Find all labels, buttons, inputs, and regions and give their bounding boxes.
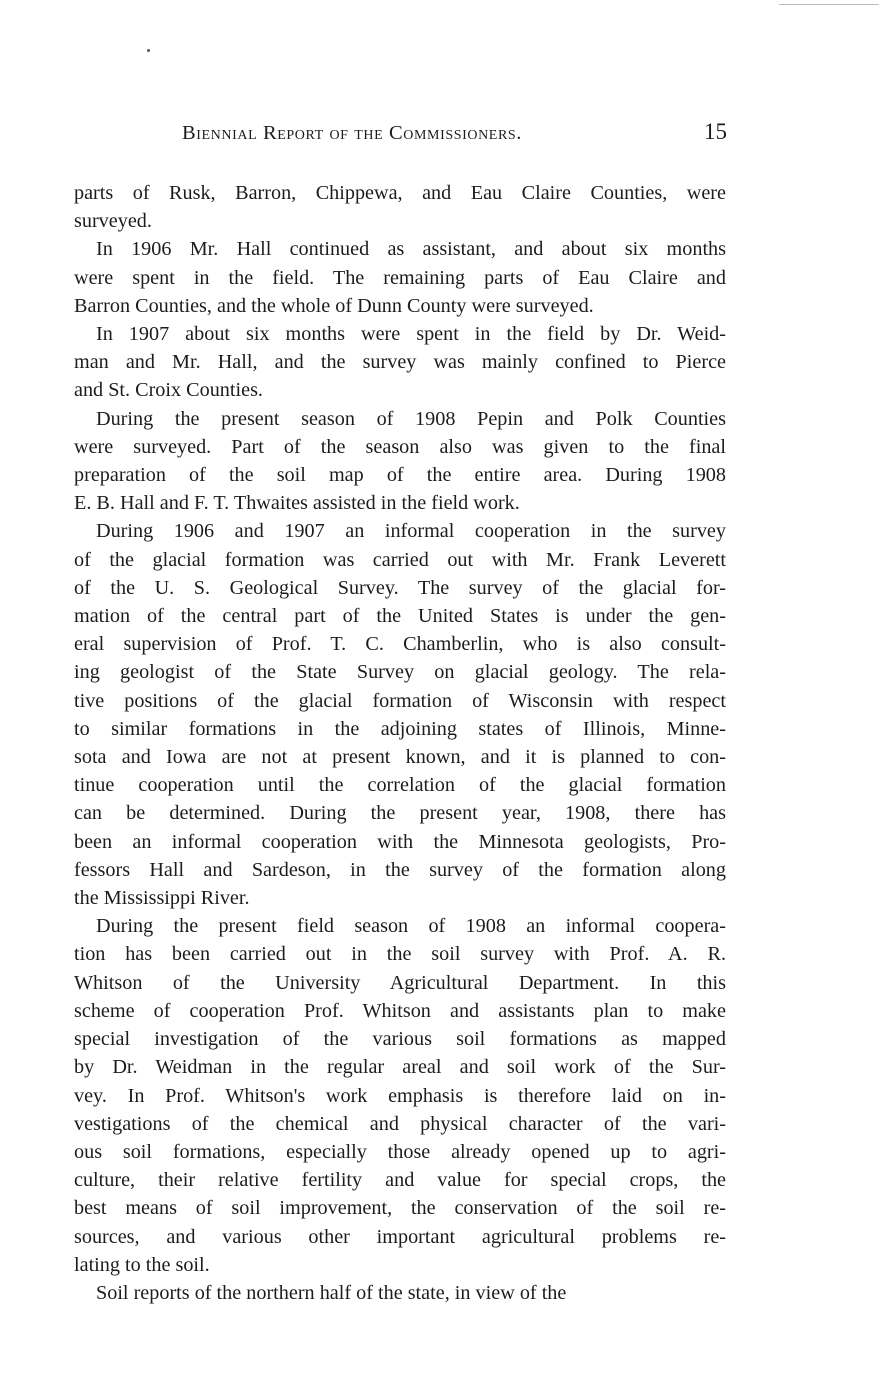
running-head: Biennial Report of the Commissioners. — [182, 122, 523, 144]
paragraph — [74, 179, 726, 235]
print-speck — [147, 49, 150, 52]
paragraph — [74, 517, 726, 912]
text-line: fessors Hall and Sardeson, in the survey of the formation along — [74, 858, 726, 881]
text-line: Whitson of the University Agricultural Department. In this — [74, 971, 726, 994]
text-line: can be determined. During the present year, 1908, there has — [74, 802, 726, 825]
text-line: been an informal cooperation with the Minnesota geologists, Pro- — [74, 830, 726, 853]
text-line: special investigation of the various soil formations as mapped — [74, 1028, 726, 1051]
text-line: tinue cooperation until the correlation of the glacial formation — [74, 774, 726, 797]
paragraph — [74, 1279, 726, 1307]
text-line: ous soil formations, especially those already opened up to agri- — [74, 1140, 726, 1163]
text-line: tive positions of the glacial formation of Wisconsin with respect — [74, 689, 726, 712]
page-edge-rule — [779, 4, 879, 5]
text-line: In 1907 about six months were spent in the field by Dr. Weid- — [96, 323, 726, 346]
text-line: were surveyed. Part of the season also was given to the final — [74, 435, 726, 458]
text-line: of the U. S. Geological Survey. The survey of the glacial for- — [74, 576, 726, 599]
text-line: parts of Rusk, Barron, Chippewa, and Eau Claire Counties, were — [74, 182, 726, 204]
text-line: to similar formations in the adjoining states of Illinois, Minne- — [74, 717, 726, 740]
text-line: by Dr. Weidman in the regular areal and soil work of the Sur- — [74, 1056, 726, 1079]
text-line: the Mississippi River. — [74, 887, 250, 910]
text-line: and St. Croix Counties. — [74, 379, 263, 402]
text-line: best means of soil improvement, the conservation of the soil re- — [74, 1197, 726, 1220]
text-line: mation of the central part of the United States is under the gen- — [74, 605, 726, 628]
text-line: sota and Iowa are not at present known, and it is planned to con- — [74, 746, 726, 769]
text-line: E. B. Hall and F. T. Thwaites assisted in the field work. — [74, 492, 520, 515]
text-line: sources, and various other important agricultural problems re- — [74, 1225, 726, 1248]
text-line: In 1906 Mr. Hall continued as assistant, and about six months — [96, 238, 726, 261]
text-line: were spent in the field. The remaining parts of Eau Claire and — [74, 266, 726, 289]
text-line: of the glacial formation was carried out with Mr. Frank Leverett — [74, 548, 726, 571]
text-line: surveyed. — [74, 210, 152, 233]
text-line: vestigations of the chemical and physical character of the vari- — [74, 1112, 726, 1135]
text-line: During 1906 and 1907 an informal cooperation in the survey — [96, 520, 726, 543]
text-line: man and Mr. Hall, and the survey was mainly confined to Pierce — [74, 351, 726, 374]
text-line: During the present field season of 1908 an informal coopera- — [96, 915, 726, 938]
body-text — [74, 179, 726, 1307]
text-line: Soil reports of the northern half of the state, in view of the — [96, 1281, 567, 1304]
text-line: During the present season of 1908 Pepin and Polk Counties — [96, 407, 726, 430]
text-line: vey. In Prof. Whitson's work emphasis is therefore laid on in- — [74, 1084, 726, 1107]
text-line: ing geologist of the State Survey on glacial geology. The rela- — [74, 661, 726, 684]
text-line: preparation of the soil map of the entire area. During 1908 — [74, 464, 726, 487]
text-line: culture, their relative fertility and value for special crops, the — [74, 1169, 726, 1192]
page-header — [182, 119, 727, 152]
page-number: 15 — [704, 119, 727, 144]
text-line: Barron Counties, and the whole of Dunn County were surveyed. — [74, 294, 594, 317]
text-line: tion has been carried out in the soil survey with Prof. A. R. — [74, 943, 726, 966]
text-line: lating to the soil. — [74, 1253, 210, 1276]
paragraph — [74, 235, 726, 320]
paragraph — [74, 912, 726, 1279]
text-line: scheme of cooperation Prof. Whitson and assistants plan to make — [74, 999, 726, 1022]
text-line: eral supervision of Prof. T. C. Chamberlin, who is also consult- — [74, 633, 726, 656]
paragraph — [74, 320, 726, 405]
paragraph — [74, 405, 726, 518]
